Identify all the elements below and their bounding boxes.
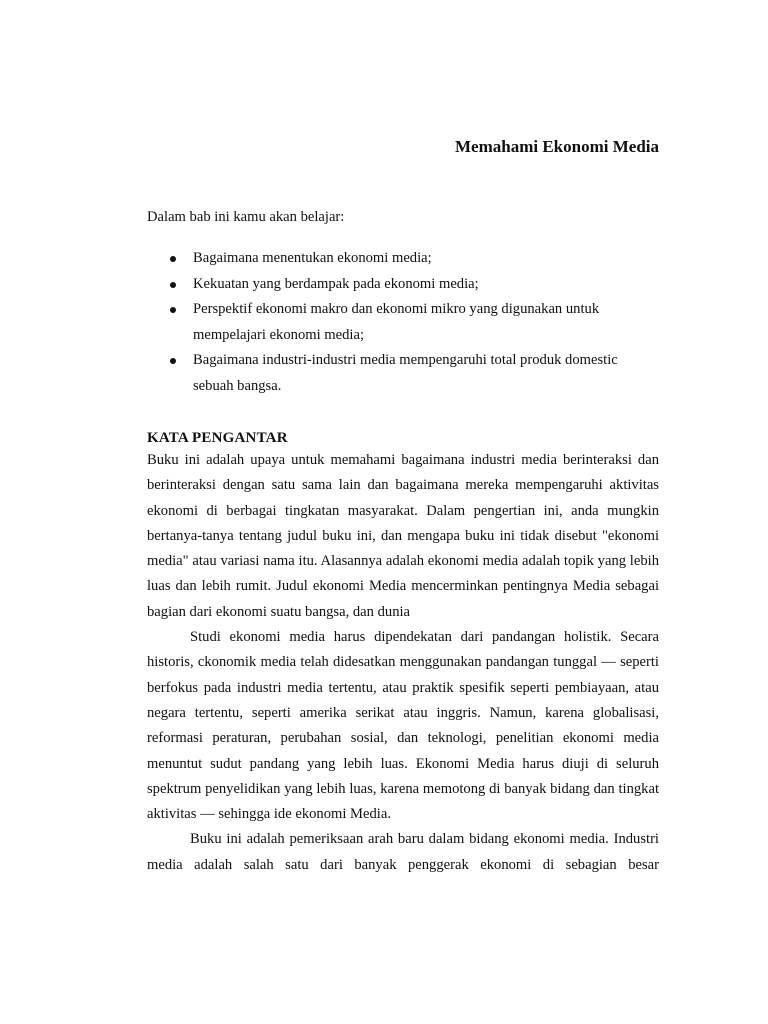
objective-item	[147, 272, 659, 298]
intro-text: Dalam bab ini kamu akan belajar:	[147, 209, 345, 225]
objective-text: Bagaimana menentukan ekonomi media;	[193, 250, 432, 266]
objective-item	[147, 348, 659, 399]
bullet-icon	[170, 307, 176, 313]
document-title: Memahami Ekonomi Media	[455, 137, 659, 156]
body-paragraph: Buku ini adalah pemeriksaan arah baru dalam bidang ekonomi media. Industri media adalah salah satu dari banyak penggerak ekonomi di sebagian besar	[147, 831, 659, 873]
objectives-list	[147, 246, 659, 399]
bullet-icon	[170, 256, 176, 262]
objective-text: Perspektif ekonomi makro dan ekonomi mikro yang digunakan untuk mempelajari ekonomi media;	[193, 301, 600, 343]
bullet-icon	[170, 282, 176, 288]
body-paragraph: Buku ini adalah upaya untuk memahami bagaimana industri media berinteraksi dan berinteraksi dengan satu sama lain dan bagaimana mereka mempengaruhi aktivitas ekonomi di berbagai tingkatan masyarakat. Dalam pengertian ini, anda mungkin bertanya-tanya tentang judul buku ini, dan mengapa buku ini tidak disebut "ekonomi media" atau variasi nama itu. Alasannya adalah ekonomi media adalah topik yang lebih luas dan lebih rumit. Judul ekonomi Media mencerminkan pentingnya Media sebagai bagian dari ekonomi suatu bangsa, dan dunia	[147, 452, 659, 620]
bullet-icon	[170, 358, 176, 364]
objective-item	[147, 246, 659, 272]
objective-text: Kekuatan yang berdampak pada ekonomi media;	[193, 275, 479, 292]
section-heading: KATA PENGANTAR	[147, 430, 288, 446]
objective-text: Bagaimana industri-industri media mempengaruhi total produk domestic sebuah bangsa.	[193, 352, 618, 394]
objective-item	[147, 297, 659, 348]
body-paragraph: Studi ekonomi media harus dipendekatan dari pandangan holistik. Secara historis, ckonomik media telah didesatkan menggunakan pandangan tunggal — seperti berfokus pada industri media tertentu, atau praktik spesifik seperti pembiayaan, atau negara tertentu, seperti amerika serikat atau inggris. Namun, karena globalisasi, reformasi peraturan, perubahan sosial, dan teknologi, penelitian ekonomi media menuntut sudut pandang yang lebih luas. Ekonomi Media harus diuji di seluruh spektrum penyelidikan yang lebih luas, karena memotong di banyak bidang dan tingkat aktivitas — sehingga ide ekonomi Media.	[147, 629, 659, 823]
kata-pengantar-section	[147, 428, 659, 878]
